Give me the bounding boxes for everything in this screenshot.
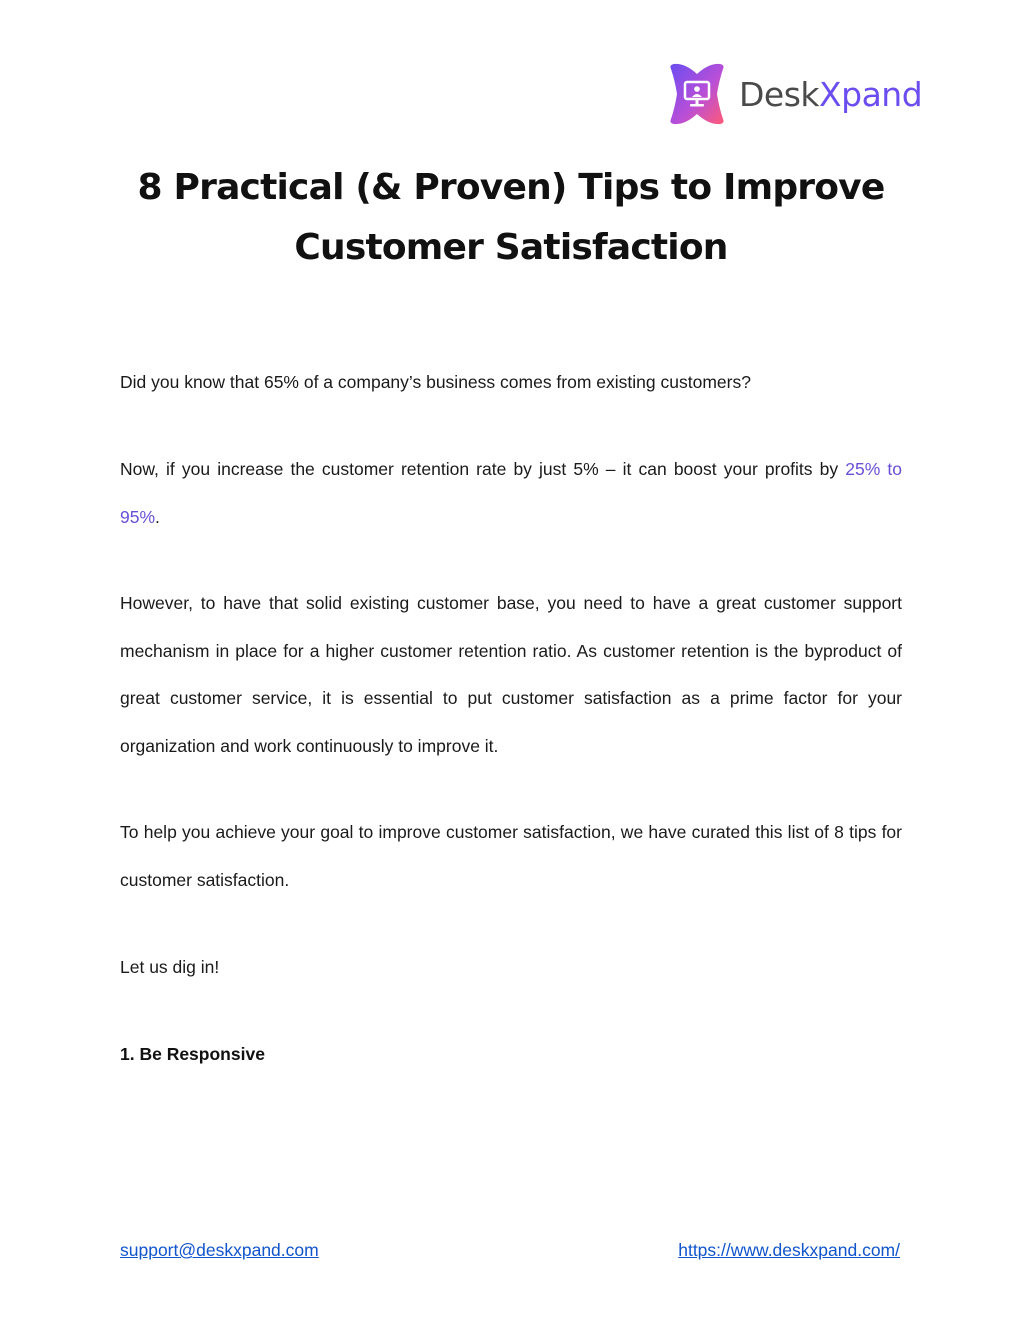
paragraph-retention bbox=[120, 446, 902, 541]
paragraph-goal: To help you achieve your goal to improve customer satisfaction, we have curated this list of 8 tips for customer satisfaction. bbox=[120, 822, 902, 890]
section-heading: 1. Be Responsive bbox=[120, 1044, 265, 1064]
footer-email-link[interactable]: support@deskxpand.com bbox=[120, 1240, 319, 1260]
paragraph-customer-base: However, to have that solid existing customer base, you need to have a great customer support mechanism in place for a higher customer retention ratio. As customer retention is the byproduct of great customer service, it is essential to put customer satisfaction as a prime factor for your organization and work continuously to improve it. bbox=[120, 593, 902, 756]
paragraph-retention-text: Now, if you increase the customer retention rate by just 5% – it can boost your profits by bbox=[120, 459, 846, 479]
footer-website-link[interactable]: https://www.deskxpand.com/ bbox=[678, 1240, 900, 1260]
paragraph-dig-in: Let us dig in! bbox=[120, 957, 220, 977]
brand-logo bbox=[665, 60, 922, 128]
document-title: 8 Practical (& Proven) Tips to Improve Customer Satisfaction bbox=[137, 167, 885, 268]
paragraph-retention-end: . bbox=[155, 506, 160, 527]
brand-wordmark-xpand: Xpand bbox=[819, 74, 923, 114]
paragraph-intro: Did you know that 65% of a company’s business comes from existing customers? bbox=[120, 372, 751, 392]
deskxpand-logo-icon bbox=[665, 61, 729, 127]
brand-wordmark-desk: Desk bbox=[739, 74, 820, 114]
profit-stat-link[interactable]: 25% to 95% bbox=[120, 459, 902, 527]
brand-wordmark bbox=[739, 74, 923, 114]
